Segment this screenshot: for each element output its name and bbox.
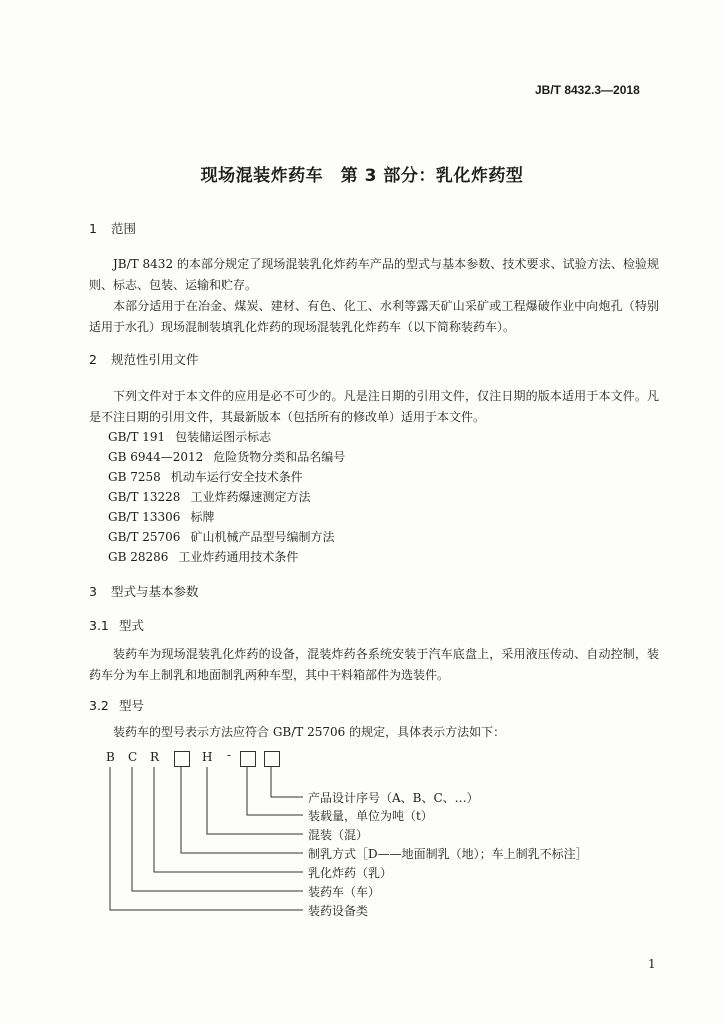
section-1-paragraph-2: 本部分适用于在冶金、煤炭、建材、有色、化工、水利等露天矿山采矿或工程爆破作业中向炮孔（特别适用于水孔）现场混制装填乳化炸药的现场混装乳化炸药车（以下简称装药车）。	[89, 299, 659, 334]
code-label-emulsion-explosive: 乳化炸药（乳）	[308, 866, 393, 880]
section-2-paragraph-1: 下列文件对于本文件的应用是必不可少的。凡是注日期的引用文件，仅注日期的版本适用于本文件。凡是不注日期的引用文件，其最新版本（包括所有的修改单）适用于本文件。	[89, 389, 659, 424]
leader-line-emulsion-explosive	[154, 767, 303, 872]
code-label-mixing: 混装（混）	[308, 828, 369, 842]
section-3-2-paragraph: 装药车的型号表示方法应符合 GB/T 25706 的规定，具体表示方法如下：	[113, 725, 506, 739]
page-number: 1	[648, 957, 656, 971]
section-title: 范围	[111, 221, 137, 236]
code-label-truck: 装药车（车）	[308, 885, 381, 899]
reference-code: GB 28286	[108, 550, 169, 564]
reference-name: 包装储运图示标志	[175, 430, 272, 444]
reference-name: 工业炸药爆速测定方法	[190, 490, 311, 504]
section-number: 1	[89, 221, 97, 236]
section-title: 型号	[119, 698, 145, 713]
section-title: 规范性引用文件	[111, 352, 199, 367]
section-3-1-paragraph: 装药车为现场混装乳化炸药的设备，混装炸药各系统安装于汽车底盘上，采用液压传动、自动控制，装药车分为车上制乳和地面制乳两种车型，其中干料箱部件为选装件。	[89, 647, 659, 682]
reference-name: 标牌	[190, 510, 215, 524]
code-label-capacity: 装载量，单位为吨（t）	[308, 809, 433, 823]
code-letter-r: R	[150, 750, 160, 764]
code-letter-b: B	[106, 750, 115, 764]
code-label-emulsion-mode: 制乳方式［D——地面制乳（地）；车上制乳不标注］	[308, 847, 588, 861]
reference-code: GB/T 25706	[108, 530, 181, 544]
reference-code: GB/T 191	[108, 430, 166, 444]
leader-line-emulsion-mode	[181, 767, 303, 853]
code-label-serial: 产品设计序号（A、B、C、…）	[308, 791, 479, 805]
code-label-equipment-class: 装药设备类	[308, 904, 369, 918]
section-number: 3.1	[89, 618, 109, 633]
reference-name: 矿山机械产品型号编制方法	[190, 530, 335, 544]
section-number: 3.2	[89, 698, 109, 713]
standard-number: JB/T 8432.3—2018	[535, 83, 640, 97]
section-title: 型式与基本参数	[111, 584, 199, 599]
code-letter-h: H	[202, 750, 213, 764]
code-letter-c: C	[128, 750, 138, 764]
reference-code: GB 6944—2012	[108, 450, 204, 464]
leader-line-mixing	[207, 767, 303, 834]
section-number: 3	[89, 584, 97, 599]
code-dash: -	[227, 748, 232, 762]
leader-line-serial	[271, 767, 303, 797]
reference-name: 机动车运行安全技术条件	[170, 470, 303, 484]
leader-line-capacity	[247, 767, 303, 815]
document-title: 现场混装炸药车 第 3 部分：乳化炸药型	[200, 166, 524, 186]
reference-code: GB/T 13228	[108, 490, 181, 504]
reference-code: GB 7258	[108, 470, 161, 484]
section-title: 型式	[119, 618, 145, 633]
section-number: 2	[89, 352, 97, 367]
section-1-paragraph-1: JB/T 8432 的本部分规定了现场混装乳化炸药车产品的型式与基本参数、技术要求、试验方法、检验规则、标志、包装、运输和贮存。	[89, 257, 659, 292]
reference-name: 工业炸药通用技术条件	[178, 550, 299, 564]
reference-name: 危险货物分类和品名编号	[213, 450, 346, 464]
reference-code: GB/T 13306	[108, 510, 181, 524]
